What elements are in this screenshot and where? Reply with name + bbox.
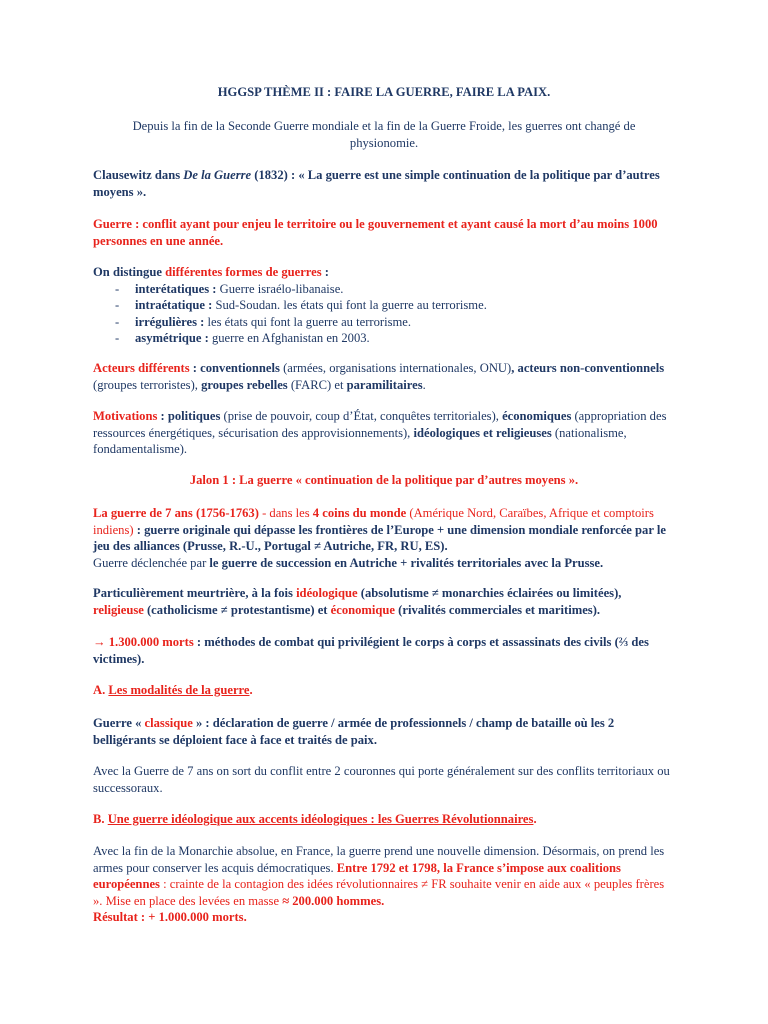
war-forms-intro: On distingue différentes formes de guerres : xyxy=(93,265,329,279)
classic-war-paragraph: Guerre « classique » : déclaration de guerre / armée de professionnels / champ de bataille où les 2 belligérants se déploient face à face et traités de paix. xyxy=(93,716,615,747)
clausewitz-quote: Clausewitz dans De la Guerre (1832) : « La guerre est une simple continuation de la politique par d’autres moyens ». xyxy=(93,168,660,199)
section-b-heading: B. Une guerre idéologique aux accents idéologiques : les Guerres Révolutionnaires. xyxy=(93,812,537,826)
war-forms xyxy=(93,264,675,347)
actors-paragraph: Acteurs différents : conventionnels (armées, organisations internationales, ONU), acteurs non-conventionnels (groupes terroristes), groupes rebelles (FARC) et paramilitaires. xyxy=(93,361,665,392)
death-toll-paragraph: → 1.300.000 morts : méthodes de combat qui privilégient le corps à corps et assassinats des civils (⅔ des victimes). xyxy=(93,635,649,666)
war-definition: Guerre : conflit ayant pour enjeu le territoire ou le gouvernement et ayant causé la mort d’au moins 1000 personnes en une année. xyxy=(93,217,658,248)
jalon-heading: Jalon 1 : La guerre « continuation de la politique par d’autres moyens ». xyxy=(189,473,579,487)
motivations-paragraph: Motivations : politiques (prise de pouvoir, coup d’État, conquêtes territoriales), économiques (appropriation des ressources énergétiques, sécurisation des approvisionnements), idéologiques et religieuses (nationalisme, fondamentalisme). xyxy=(93,409,667,456)
war-forms-list xyxy=(115,281,675,347)
list-item: - irrégulières : les états qui font la guerre au terrorisme. xyxy=(115,314,675,331)
book-title: De la Guerre xyxy=(183,168,252,182)
section-a-heading: A. Les modalités de la guerre. xyxy=(93,683,253,697)
list-item: - intraétatique : Sud-Soudan. les états qui font la guerre au terrorisme. xyxy=(115,297,675,314)
deadly-war-paragraph: Particulièrement meurtrière, à la fois idéologique (absolutisme ≠ monarchies éclairées ou limitées), religieuse (catholicisme ≠ protestantisme) et économique (rivalités commerciales et maritimes). xyxy=(93,586,622,617)
page-title: HGGSP THÈME II : FAIRE LA GUERRE, FAIRE LA PAIX. xyxy=(217,85,551,99)
revolutionary-wars-paragraph: Avec la fin de la Monarchie absolue, en France, la guerre prend une nouvelle dimension. Désormais, on prend les armes pour conserver les acquis démocratiques. Entre 1792 et 1798, la France s’impose aux coalitions européennes : crainte de la contagion des idées révolutionnaires ≠ FR souhaite venir en aide aux « peuples frères ». Mise en place des levées en masse ≈ 200.000 hommes. Résultat : + 1.000.000 morts. xyxy=(93,844,665,924)
crowns-paragraph: Avec la Guerre de 7 ans on sort du conflit entre 2 couronnes qui porte généralement sur des conflits territoriaux ou successoraux. xyxy=(93,764,670,795)
list-item: - asymétrique : guerre en Afghanistan en 2003. xyxy=(115,330,675,347)
seven-years-war-paragraph: La guerre de 7 ans (1756-1763) - dans les 4 coins du monde (Amérique Nord, Caraïbes, Afrique et comptoirs indiens) : guerre originale qui dépasse les frontières de l’Europe + une dimension mondiale renforcée par le jeu des alliances (Prusse, R.-U., Portugal ≠ Autriche, FR, RU, ES). Guerre déclenchée par le guerre de succession en Autriche + rivalités territoriales avec la Prusse. xyxy=(93,506,666,570)
intro-paragraph: Depuis la fin de la Seconde Guerre mondiale et la fin de la Guerre Froide, les guerres ont changé de physionomie. xyxy=(132,119,636,150)
list-item: - interétatiques : Guerre israélo-libanaise. xyxy=(115,281,675,298)
